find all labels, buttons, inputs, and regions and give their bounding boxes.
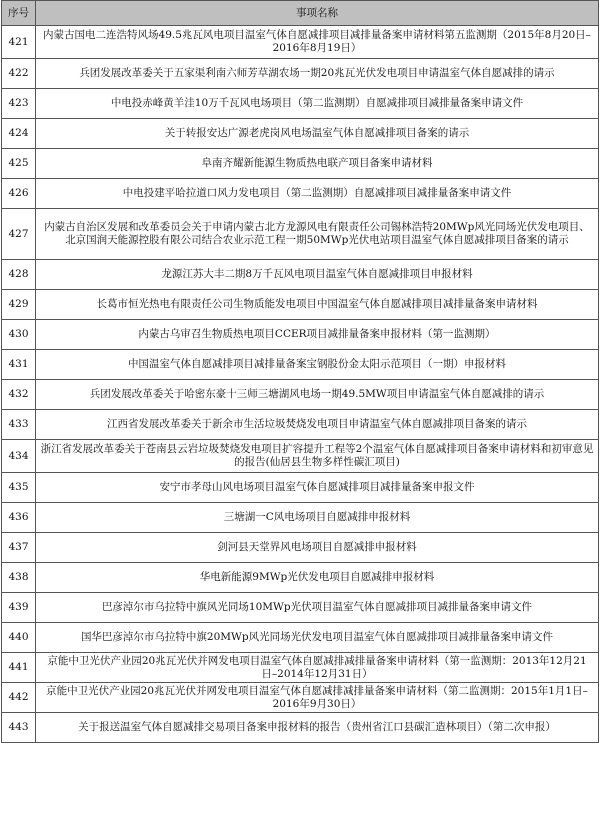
row-number: 443 (2, 713, 36, 743)
row-number: 429 (2, 290, 36, 320)
table-row (2, 683, 599, 713)
table-row (2, 473, 599, 503)
table-row (2, 89, 599, 119)
table-row (2, 440, 599, 473)
row-number: 433 (2, 410, 36, 440)
row-name: 江西省发展改革委关于新余市生活垃圾焚烧发电项目申请温室气体自愿减排项目备案的请示 (36, 410, 599, 440)
row-number: 434 (2, 440, 36, 473)
row-number: 422 (2, 59, 36, 89)
row-number: 438 (2, 563, 36, 593)
row-number: 439 (2, 593, 36, 623)
header-name: 事项名称 (36, 1, 599, 26)
row-name: 兵团发展改革委关于五家渠利南六师芳草湖农场一期20兆瓦光伏发电项目申请温室气体自愿减排的请示 (36, 59, 599, 89)
row-name: 京能中卫光伏产业园20兆瓦光伏并网发电项目温室气体自愿减排减排量备案申请材料（第一监测期：2013年12月21日–2014年12月31日） (36, 653, 599, 683)
row-name: 剑河县天堂界风电场项目自愿减排申报材料 (36, 533, 599, 563)
row-name: 三塘湖一C风电场项目自愿减排申报材料 (36, 503, 599, 533)
table-row (2, 320, 599, 350)
row-name: 长葛市恒光热电有限责任公司生物质能发电项目中国温室气体自愿减排项目减排量备案申请材料 (36, 290, 599, 320)
row-number: 431 (2, 350, 36, 380)
row-number: 425 (2, 149, 36, 179)
row-number: 436 (2, 503, 36, 533)
row-name: 安宁市孝母山风电场项目温室气体自愿减排项目减排量备案申报文件 (36, 473, 599, 503)
table-row (2, 593, 599, 623)
row-name: 国华巴彦淖尔市乌拉特中旗20MWp风光同场光伏发电项目温室气体自愿减排项目减排量备案申请文件 (36, 623, 599, 653)
table-row (2, 119, 599, 149)
table-row (2, 623, 599, 653)
row-number: 424 (2, 119, 36, 149)
row-number: 435 (2, 473, 36, 503)
table-row (2, 713, 599, 743)
row-number: 426 (2, 179, 36, 209)
row-name: 内蒙古自治区发展和改革委员会关于申请内蒙古北方龙源风电有限责任公司锡林浩特20MWp风光同场光伏发电项目、北京国润天能源控股有限公司结合农业示范工程一期50MWp光伏电站项目温室气体自愿减排项目备案的请示 (36, 209, 599, 260)
table-row (2, 563, 599, 593)
row-name: 中电投赤峰黄羊洼10万千瓦风电场项目（第二监测期）自愿减排项目减排量备案申请文件 (36, 89, 599, 119)
table-row (2, 653, 599, 683)
table-row (2, 410, 599, 440)
table-row (2, 290, 599, 320)
row-number: 423 (2, 89, 36, 119)
row-name: 巴彦淖尔市乌拉特中旗风光同场10MWp光伏项目温室气体自愿减排项目减排量备案申请文件 (36, 593, 599, 623)
row-number: 430 (2, 320, 36, 350)
row-name: 华电新能源9MWp光伏发电项目自愿减排申报材料 (36, 563, 599, 593)
row-name: 京能中卫光伏产业园20兆瓦光伏并网发电项目温室气体自愿减排减排量备案申请材料（第二监测期：2015年1月1日–2016年9月30日） (36, 683, 599, 713)
table-row (2, 209, 599, 260)
table-row (2, 179, 599, 209)
row-name: 内蒙古乌审召生物质热电项目CCER项目减排量备案申报材料（第一监测期） (36, 320, 599, 350)
row-number: 427 (2, 209, 36, 260)
table-header-row (2, 1, 599, 26)
row-name: 关于转报安达广源老虎岗风电场温室气体自愿减排项目备案的请示 (36, 119, 599, 149)
table-row (2, 260, 599, 290)
table-row (2, 149, 599, 179)
row-number: 428 (2, 260, 36, 290)
row-number: 432 (2, 380, 36, 410)
row-name: 中电投建平哈拉道口风力发电项目（第二监测期）自愿减排项目减排量备案申请文件 (36, 179, 599, 209)
table-row (2, 59, 599, 89)
header-number: 序号 (2, 1, 36, 26)
row-name: 兵团发展改革委关于哈密东豪十三师三塘湖风电场一期49.5MW项目申请温室气体自愿减排的请示 (36, 380, 599, 410)
row-name: 阜南齐耀新能源生物质热电联产项目备案申请材料 (36, 149, 599, 179)
row-number: 440 (2, 623, 36, 653)
row-name: 内蒙古国电二连浩特风场49.5兆瓦风电项目温室气体自愿减排项目减排量备案申请材料第五监测期（2015年8月20日–2016年8月19日） (36, 26, 599, 59)
table-row (2, 350, 599, 380)
row-number: 421 (2, 26, 36, 59)
row-name: 浙江省发展改革委关于苍南县云岩垃圾焚烧发电项目扩容提升工程等2个温室气体自愿减排项目备案申请材料和初审意见的报告(仙居县生物多样性碳汇项目) (36, 440, 599, 473)
row-name: 关于报送温室气体自愿减排交易项目备案申报材料的报告（贵州省江口县碳汇造林项目）（第二次申报） (36, 713, 599, 743)
table-row (2, 26, 599, 59)
row-number: 437 (2, 533, 36, 563)
row-number: 442 (2, 683, 36, 713)
row-name: 龙源江苏大丰二期8万千瓦风电项目温室气体自愿减排项目申报材料 (36, 260, 599, 290)
row-number: 441 (2, 653, 36, 683)
matters-table (1, 0, 599, 743)
table-row (2, 533, 599, 563)
table-row (2, 503, 599, 533)
row-name: 中国温室气体自愿减排项目减排量备案宝钢股份金太阳示范项目（一期）申报材料 (36, 350, 599, 380)
table-row (2, 380, 599, 410)
